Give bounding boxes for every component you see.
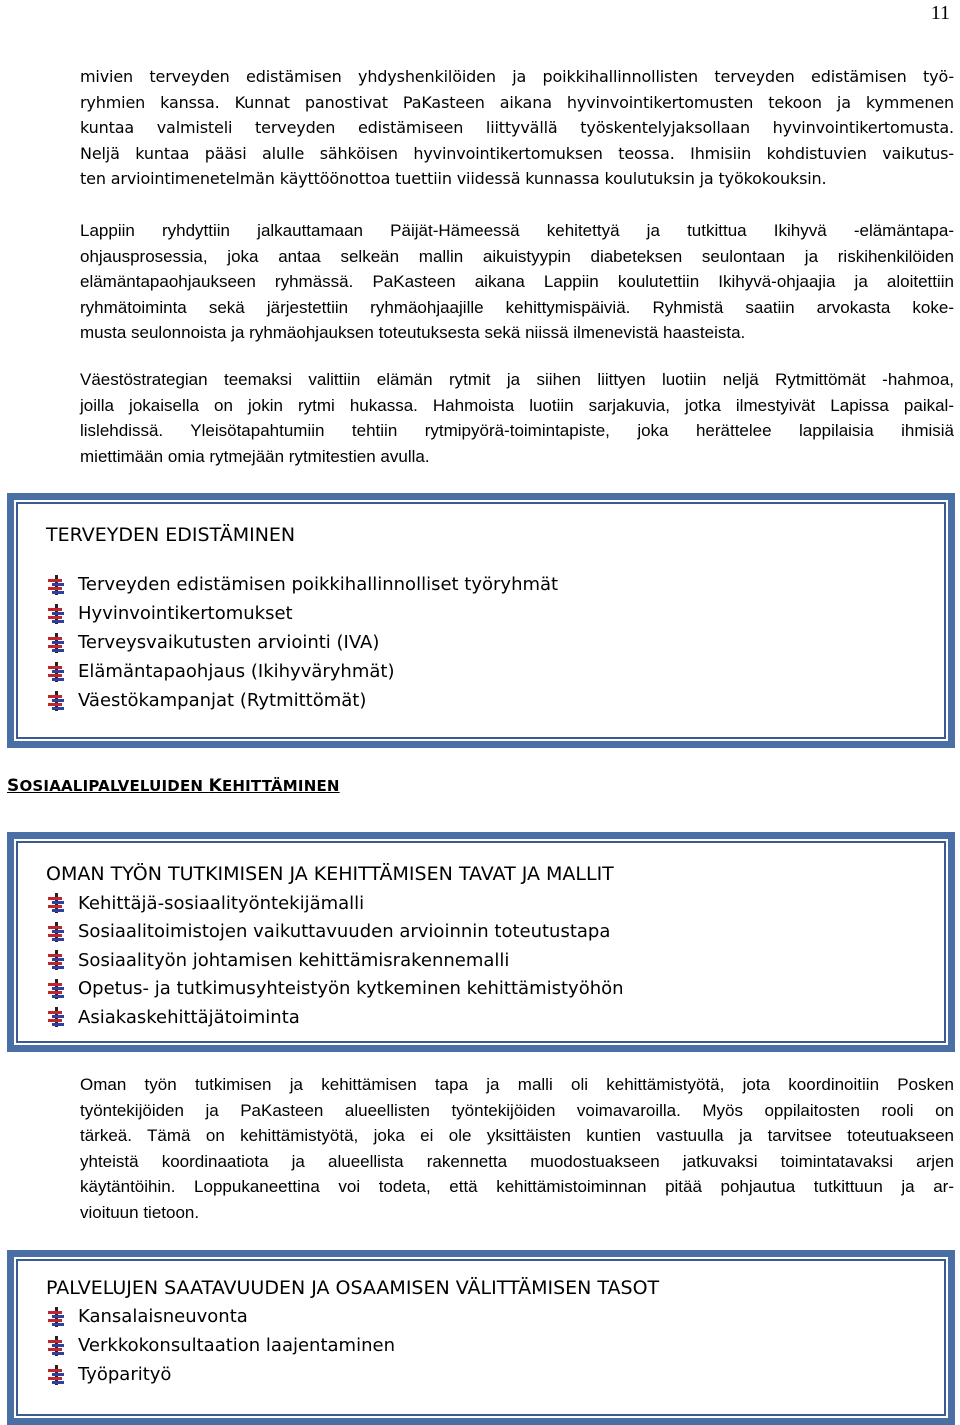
box-palvelujen-saatavuus: [7, 1250, 955, 1425]
stacked-bars-bullet-icon: [46, 978, 68, 1000]
box-terveyden-edistaminen: [7, 493, 955, 748]
stacked-bars-bullet-icon: [46, 690, 68, 712]
stacked-bars-bullet-icon: [46, 661, 68, 683]
stacked-bars-bullet-icon: [46, 949, 68, 971]
box-title: OMAN TYÖN TUTKIMISEN JA KEHITTÄMISEN TAVAT JA MALLIT: [46, 863, 614, 885]
paragraph-line: elämäntapaohjaukseen ryhmässä. PaKasteen aikana Lappiin koulutettiin Ikihyvä-ohjaajia ja aloitettiin: [80, 272, 954, 291]
list-item-label: Verkkokonsultaation laajentaminen: [78, 1335, 395, 1356]
list-item: [46, 657, 558, 686]
stacked-bars-bullet-icon: [46, 1306, 68, 1328]
stacked-bars-bullet-icon: [46, 632, 68, 654]
list-item: [46, 599, 558, 628]
stacked-bars-bullet-icon: [46, 921, 68, 943]
list-item: [46, 686, 558, 715]
box-oman-tyon-tutkiminen: [7, 832, 955, 1052]
paragraph-line: yhteistä koordinaatiota ja alueellista rakennetta muodostuakseen jatkuvaksi toimintatavaksi arjen: [80, 1151, 954, 1171]
heading-initial: S: [7, 776, 20, 796]
list-item: [46, 1360, 395, 1389]
paragraph-line: kuntaa valmisteli terveyden edistämiseen liittyvällä työskentelyjaksollaan hyvinvointikertomusta.: [80, 118, 954, 137]
paragraph-ikihyva: [80, 218, 954, 346]
list-item: [46, 918, 624, 947]
list-item: [46, 946, 624, 975]
heading-rest: OSIAALIPALVELUIDEN: [19, 777, 209, 795]
list-item-label: Terveyden edistämisen poikkihallinnolliset työryhmät: [78, 574, 559, 595]
paragraph-line: vioituun tietoon.: [80, 1202, 200, 1222]
paragraph-rytmittomat: [80, 367, 954, 469]
heading-rest: EHITTÄMINEN: [221, 777, 340, 795]
list-item-label: Elämäntapaohjaus (Ikihyväryhmät): [78, 661, 395, 682]
paragraph-line: joilla jokaisella on jokin rytmi hukassa. Hahmoista luotiin sarjakuvia, jotka ilmestyivät Lapissa paikal-: [80, 395, 954, 415]
page-number: 11: [930, 2, 950, 24]
list-item-label: Väestökampanjat (Rytmittömät): [78, 690, 367, 711]
box-list: [46, 889, 624, 1032]
paragraph-line: tärkeä. Tämä on kehittämistyötä, joka ei ole yksittäisten kuntien vastuulla ja tarvitsee toteutuakseen: [80, 1126, 954, 1145]
paragraph-line: ryhmätoiminta sekä järjestettiin ryhmäohjaajille kehittymispäiviä. Ryhmistä saatiin arvokasta koke-: [80, 297, 954, 317]
box-title: PALVELUJEN SAATAVUUDEN JA OSAAMISEN VÄLITTÄMISEN TASOT: [46, 1277, 660, 1299]
list-item-label: Hyvinvointikertomukset: [78, 603, 293, 624]
list-item-label: Sosiaalitoimistojen vaikuttavuuden arvioinnin toteutustapa: [78, 921, 611, 943]
paragraph-line: Oman työn tutkimisen ja kehittämisen tapa ja malli oli kehittämistyötä, jota koordinoitiin Posken: [80, 1075, 954, 1094]
stacked-bars-bullet-icon: [46, 603, 68, 625]
list-item-label: Kansalaisneuvonta: [78, 1306, 248, 1327]
list-item: [46, 1302, 395, 1331]
box-list: [46, 570, 558, 715]
paragraph-line: käytäntöihin. Loppukaneettina voi todeta, että kehittämistoiminnan pitää pohjautua tutkittuun ja ar-: [80, 1177, 954, 1196]
box-list: [46, 1302, 395, 1389]
list-item: [46, 889, 624, 918]
section-heading: [7, 776, 340, 796]
paragraph-line: lislehdissä. Yleisötapahtumiin tehtiin rytmipyörä-toimintapiste, joka herättelee lappilaisia ihmisiä: [80, 421, 954, 440]
stacked-bars-bullet-icon: [46, 1006, 68, 1028]
list-item: [46, 1003, 624, 1032]
list-item-label: Työparityö: [78, 1364, 172, 1385]
box-title: TERVEYDEN EDISTÄMINEN: [46, 524, 296, 546]
paragraph-line: työntekijöiden ja PaKasteen alueellisten työntekijöiden voimavaroilla. Myös oppilaitosten rooli on: [80, 1100, 954, 1120]
list-item-label: Opetus- ja tutkimusyhteistyön kytkeminen kehittämistyöhön: [78, 978, 624, 1000]
paragraph-line: Väestöstrategian teemaksi valittiin elämän rytmit ja siihen liittyen luotiin neljä Rytmittömät -hahmoa,: [80, 370, 954, 389]
list-item: [46, 570, 558, 599]
paragraph-hyvinvointikertomukset: [80, 64, 954, 192]
list-item-label: Kehittäjä-sosiaalityöntekijämalli: [78, 892, 365, 914]
paragraph-line: musta seulonnoista ja ryhmäohjauksen toteutuksesta sekä niissä ilmenevistä haasteista.: [80, 323, 746, 342]
paragraph-line: Lappiin ryhdyttiin jalkauttamaan Päijät-Hämeessä kehitettyä ja tutkittua Ikihyvä -elämäntapa-: [80, 221, 954, 240]
paragraph-line: ryhmien kanssa. Kunnat panostivat PaKasteen aikana hyvinvointikertomusten tekoon ja kymmenen: [80, 92, 954, 112]
list-item: [46, 628, 558, 657]
paragraph-line: miettimään omia rytmejään rytmitestien avulla.: [80, 446, 430, 466]
heading-initial: K: [208, 776, 222, 796]
stacked-bars-bullet-icon: [46, 574, 68, 596]
stacked-bars-bullet-icon: [46, 892, 68, 914]
paragraph-line: ohjausprosessia, joka antaa selkeän mallin aikuistyypin diabeteksen seulontaan ja riskihenkilöiden: [80, 246, 954, 266]
list-item-label: Terveysvaikutusten arviointi (IVA): [78, 632, 380, 653]
paragraph-line: ten arviointimenetelmän käyttöönottoa tuettiin viidessä kunnassa koulutuksin ja työkokouksin.: [80, 169, 827, 188]
stacked-bars-bullet-icon: [46, 1335, 68, 1357]
paragraph-line: Neljä kuntaa pääsi alulle sähköisen hyvinvointikertomuksen teossa. Ihmisiin kohdistuvien vaikutus-: [80, 143, 954, 163]
paragraph-oman-tyon-tutkiminen: [80, 1072, 954, 1225]
paragraph-line: mivien terveyden edistämisen yhdyshenkilöiden ja poikkihallinnollisten terveyden edistämisen työ-: [80, 67, 954, 86]
stacked-bars-bullet-icon: [46, 1364, 68, 1386]
list-item-label: Sosiaalityön johtamisen kehittämisrakennemalli: [78, 949, 510, 971]
list-item: [46, 1331, 395, 1360]
list-item-label: Asiakaskehittäjätoiminta: [78, 1006, 300, 1028]
list-item: [46, 975, 624, 1004]
